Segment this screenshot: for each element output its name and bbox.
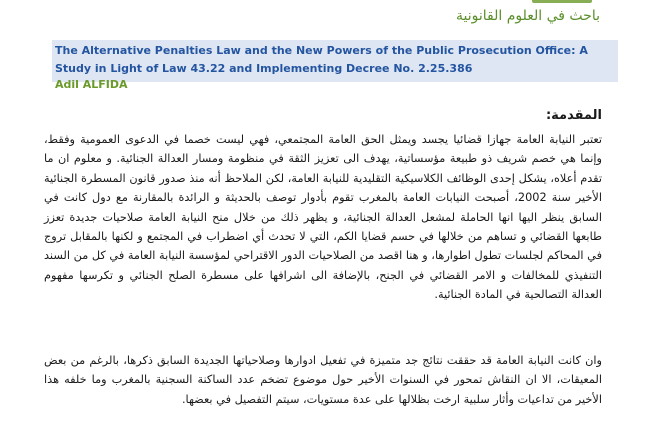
author-name: Adil ALFIDA xyxy=(55,78,128,91)
section-heading: المقدمة: xyxy=(545,108,602,123)
clipped-heading-fragment xyxy=(0,0,650,5)
english-title: The Alternative Penalties Law and the New Powers of the Public Prosecution Office: A Study in Light of Law 43.22 and Implementing Decree No. 2.25.386 xyxy=(55,44,588,75)
paragraph-intro: تعتبر النيابة العامة جهازا قضائيا يجسد ويمثل الحق العامة المجتمعي، فهي ليست خصما في الدعوى العمومية وفقط، وإنما هي خصم شريف ذو طبيعة مؤسساتية، يهدف الى تعزيز الثقة في منظومة ومسار العدالة الجنائية. و معلوم ان ما تقدم أعلاه، يشكل إحدى الوظائف الكلاسيكية التقليدية للنيابة العامة، لكن الملاحظ أنه منذ صدور قانون المسطرة الجنائية الأخير سنة 2002، أصبحت النيابات العامة بالمغرب تقوم بأدوار توصف بالحديثة و الرائدة بالمقارنة مع دول كانت في السابق ينظر اليها انها الحاملة لمشعل العدالة الجنائية، و يظهر ذلك من خلال منح النيابة العامة صلاحيات جديدة تعزز طابعها القضائي و تساهم من خلالها في حسم قضايا الكم، التي لا تحدث أي اضطراب في المجتمع و لكنها بالمقابل تروج في المحاكم لجلسات تطول اطوارها، و هنا اقصد من الصلاحيات الدور الاقتراحي لمؤسسة النيابة العامة في كل من السند التنفيذي للمخالفات و الامر القضائي في الجنح، بالإضافة الى اشرافها على مسطرة الصلح الجنائي و تكرسها مفهوم العدالة التصالحية في المادة الجنائية. xyxy=(44,133,602,302)
author-affiliation: باحث في العلوم القانونية xyxy=(456,8,600,24)
paragraph-second: وان كانت النيابة العامة قد حققت نتائج جد متميزة في تفعيل ادوارها وصلاحياتها الجديدة السابق ذكرها، بالرغم من بعض المعيقات، الا ان النقاش تمحور في السنوات الأخير حول موضوع تضخم عدد الساكنة السجنية بالمغرب وما خلفه هذا الأخير من تداعيات وأثار سلبية ارخت بظلالها على عدة مستويات، سيتم التفصيل في بعضها. xyxy=(44,354,602,406)
